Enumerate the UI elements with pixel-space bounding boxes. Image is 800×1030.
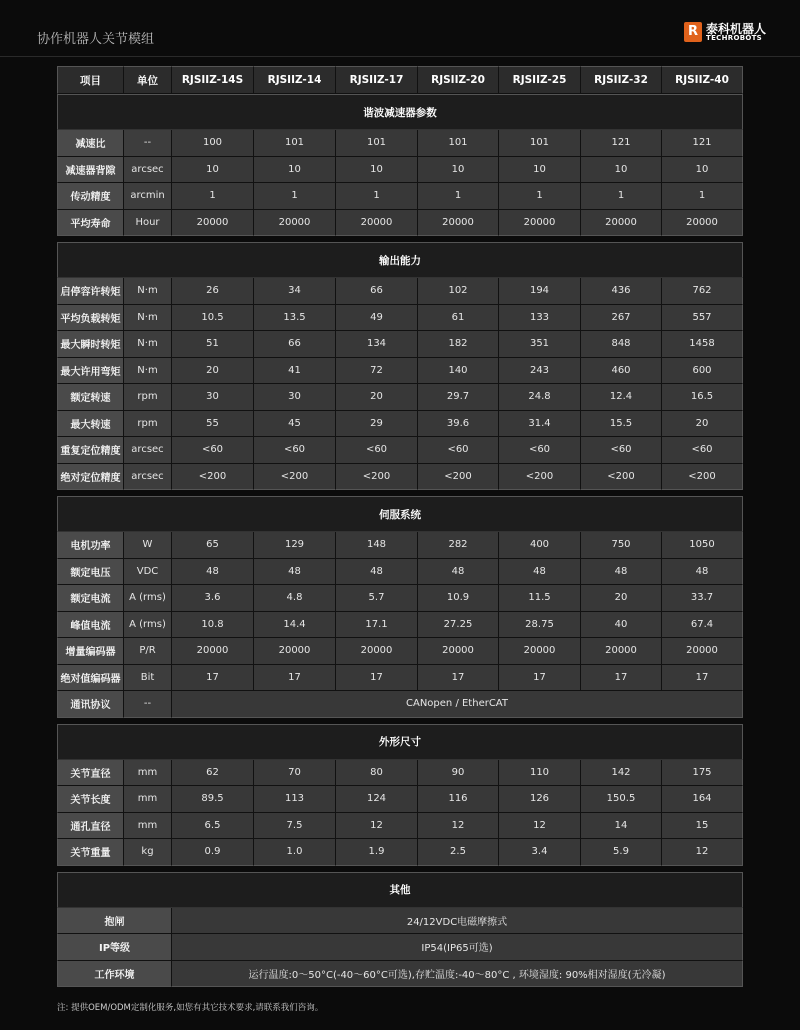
row-value: 48 xyxy=(336,559,418,586)
row-value: 17 xyxy=(172,665,254,692)
row-value-span: CANopen / EtherCAT xyxy=(172,691,743,718)
row-unit: Hour xyxy=(124,210,172,237)
table-row xyxy=(57,210,743,237)
row-value: 267 xyxy=(581,305,662,332)
row-label: 最大瞬时转矩 xyxy=(57,331,124,358)
row-value: 100 xyxy=(172,130,254,157)
row-unit: arcsec xyxy=(124,157,172,184)
row-value: 30 xyxy=(254,384,336,411)
row-value: 29.7 xyxy=(418,384,499,411)
row-value: <60 xyxy=(662,437,743,464)
table-row xyxy=(57,813,743,840)
row-value: 101 xyxy=(254,130,336,157)
row-value: <200 xyxy=(499,464,581,491)
row-value: 17 xyxy=(336,665,418,692)
row-value: 90 xyxy=(418,760,499,787)
row-unit: N·m xyxy=(124,305,172,332)
row-value: 17 xyxy=(254,665,336,692)
row-value: 10 xyxy=(254,157,336,184)
table-row xyxy=(57,638,743,665)
row-value: 72 xyxy=(336,358,418,385)
row-value: 20000 xyxy=(172,638,254,665)
row-value: <60 xyxy=(254,437,336,464)
row-value: 12 xyxy=(499,813,581,840)
row-value: 140 xyxy=(418,358,499,385)
row-value: 5.7 xyxy=(336,585,418,612)
row-value: 45 xyxy=(254,411,336,438)
row-value: 1050 xyxy=(662,532,743,559)
row-value: 12.4 xyxy=(581,384,662,411)
row-value: 110 xyxy=(499,760,581,787)
row-value: 7.5 xyxy=(254,813,336,840)
row-value: 11.5 xyxy=(499,585,581,612)
row-value: 1 xyxy=(662,183,743,210)
row-value: 20000 xyxy=(254,638,336,665)
row-value: 20000 xyxy=(662,210,743,237)
row-value: 13.5 xyxy=(254,305,336,332)
row-label: 平均负载转矩 xyxy=(57,305,124,332)
row-label: IP等级 xyxy=(57,934,172,961)
section-title: 外形尺寸 xyxy=(57,724,743,760)
table-row xyxy=(57,612,743,639)
row-value: 55 xyxy=(172,411,254,438)
row-value: 33.7 xyxy=(662,585,743,612)
table-row xyxy=(57,130,743,157)
row-value: 20 xyxy=(581,585,662,612)
row-value: 1 xyxy=(254,183,336,210)
table-row xyxy=(57,464,743,491)
table-row xyxy=(57,786,743,813)
row-value: <200 xyxy=(662,464,743,491)
row-value: 113 xyxy=(254,786,336,813)
row-value: 20 xyxy=(662,411,743,438)
row-value: 400 xyxy=(499,532,581,559)
row-value: 48 xyxy=(254,559,336,586)
row-value: 80 xyxy=(336,760,418,787)
row-value: 175 xyxy=(662,760,743,787)
row-value: 142 xyxy=(581,760,662,787)
column-header: RJSIIZ-20 xyxy=(418,66,499,94)
row-label: 最大许用弯矩 xyxy=(57,358,124,385)
table-row xyxy=(57,908,743,935)
column-header: RJSIIZ-14 xyxy=(254,66,336,94)
row-value: 121 xyxy=(662,130,743,157)
table-row xyxy=(57,839,743,866)
row-value: 20000 xyxy=(418,638,499,665)
section-title: 输出能力 xyxy=(57,242,743,278)
row-unit: arcsec xyxy=(124,437,172,464)
row-value: 17 xyxy=(499,665,581,692)
row-label: 最大转速 xyxy=(57,411,124,438)
row-value: 848 xyxy=(581,331,662,358)
row-value: 10 xyxy=(581,157,662,184)
row-value: 351 xyxy=(499,331,581,358)
row-value: 4.8 xyxy=(254,585,336,612)
row-value: 39.6 xyxy=(418,411,499,438)
row-value: 1 xyxy=(336,183,418,210)
row-value: 12 xyxy=(662,839,743,866)
row-value: 20000 xyxy=(499,638,581,665)
row-value: <200 xyxy=(254,464,336,491)
row-label: 额定转速 xyxy=(57,384,124,411)
section-title: 其他 xyxy=(57,872,743,908)
row-value: 17 xyxy=(662,665,743,692)
row-label: 平均寿命 xyxy=(57,210,124,237)
row-value: <60 xyxy=(336,437,418,464)
row-label: 关节长度 xyxy=(57,786,124,813)
table-row xyxy=(57,691,743,718)
row-value: 30 xyxy=(172,384,254,411)
row-value: 436 xyxy=(581,278,662,305)
row-label: 绝对定位精度 xyxy=(57,464,124,491)
row-label: 电机功率 xyxy=(57,532,124,559)
row-label: 启停容许转矩 xyxy=(57,278,124,305)
row-value: 1458 xyxy=(662,331,743,358)
table-row xyxy=(57,358,743,385)
row-unit: A (rms) xyxy=(124,612,172,639)
page-header xyxy=(0,0,800,57)
row-value: 34 xyxy=(254,278,336,305)
row-value: 0.9 xyxy=(172,839,254,866)
section-header-row xyxy=(57,94,743,130)
row-value: 66 xyxy=(254,331,336,358)
row-value: <60 xyxy=(418,437,499,464)
section-title: 谐波减速器参数 xyxy=(57,94,743,130)
table-row xyxy=(57,278,743,305)
row-value: 20000 xyxy=(172,210,254,237)
row-value: 126 xyxy=(499,786,581,813)
row-label: 通孔直径 xyxy=(57,813,124,840)
row-value: 10.8 xyxy=(172,612,254,639)
row-unit: N·m xyxy=(124,331,172,358)
row-value: 101 xyxy=(418,130,499,157)
row-value: 1.9 xyxy=(336,839,418,866)
row-value: 134 xyxy=(336,331,418,358)
row-value: 2.5 xyxy=(418,839,499,866)
row-value: 14 xyxy=(581,813,662,840)
row-value: 17.1 xyxy=(336,612,418,639)
row-value: 101 xyxy=(336,130,418,157)
row-value: 194 xyxy=(499,278,581,305)
row-value: 16.5 xyxy=(662,384,743,411)
row-value: 15 xyxy=(662,813,743,840)
row-value: 20000 xyxy=(418,210,499,237)
table-row xyxy=(57,305,743,332)
column-header: RJSIIZ-14S xyxy=(172,66,254,94)
row-label: 抱闸 xyxy=(57,908,172,935)
row-unit: mm xyxy=(124,813,172,840)
row-value: 12 xyxy=(418,813,499,840)
table-row xyxy=(57,331,743,358)
row-value: <200 xyxy=(172,464,254,491)
section-title: 伺服系统 xyxy=(57,496,743,532)
row-unit: rpm xyxy=(124,411,172,438)
row-value: 243 xyxy=(499,358,581,385)
row-value: <60 xyxy=(172,437,254,464)
row-value: 1 xyxy=(499,183,581,210)
row-value: 20000 xyxy=(254,210,336,237)
row-value: 750 xyxy=(581,532,662,559)
row-label: 重复定位精度 xyxy=(57,437,124,464)
row-value: 31.4 xyxy=(499,411,581,438)
row-value: 20000 xyxy=(336,638,418,665)
row-value: 15.5 xyxy=(581,411,662,438)
row-unit: A (rms) xyxy=(124,585,172,612)
row-value: 121 xyxy=(581,130,662,157)
row-value: 12 xyxy=(336,813,418,840)
table-row xyxy=(57,760,743,787)
row-value: 20 xyxy=(172,358,254,385)
table-row xyxy=(57,665,743,692)
row-value: 61 xyxy=(418,305,499,332)
table-row xyxy=(57,532,743,559)
table-row xyxy=(57,961,743,988)
row-value: 65 xyxy=(172,532,254,559)
column-header: RJSIIZ-32 xyxy=(581,66,662,94)
row-label: 额定电压 xyxy=(57,559,124,586)
row-value-wide: IP54(IP65可选) xyxy=(172,934,743,961)
table-row xyxy=(57,183,743,210)
row-value: 48 xyxy=(172,559,254,586)
row-value: 10 xyxy=(662,157,743,184)
table-row xyxy=(57,934,743,961)
row-unit: -- xyxy=(124,130,172,157)
row-value: 460 xyxy=(581,358,662,385)
row-unit: kg xyxy=(124,839,172,866)
row-label: 关节直径 xyxy=(57,760,124,787)
row-value: 17 xyxy=(581,665,662,692)
table-row xyxy=(57,157,743,184)
row-value: 10 xyxy=(336,157,418,184)
row-label: 关节重量 xyxy=(57,839,124,866)
row-value: 5.9 xyxy=(581,839,662,866)
row-value: 67.4 xyxy=(662,612,743,639)
row-label: 工作环境 xyxy=(57,961,172,988)
row-value: 20000 xyxy=(499,210,581,237)
column-header: RJSIIZ-40 xyxy=(662,66,743,94)
row-value: 133 xyxy=(499,305,581,332)
row-value: 1 xyxy=(581,183,662,210)
brand-subtitle: TECHROBOTS xyxy=(706,34,762,42)
table-row xyxy=(57,384,743,411)
row-value: <200 xyxy=(336,464,418,491)
row-value: 48 xyxy=(499,559,581,586)
row-value: 124 xyxy=(336,786,418,813)
row-value: 89.5 xyxy=(172,786,254,813)
row-value: 101 xyxy=(499,130,581,157)
row-label: 通讯协议 xyxy=(57,691,124,718)
row-value: 28.75 xyxy=(499,612,581,639)
table-header-row xyxy=(57,66,743,94)
row-label: 减速器背隙 xyxy=(57,157,124,184)
row-unit: arcmin xyxy=(124,183,172,210)
row-value: 6.5 xyxy=(172,813,254,840)
row-value: 24.8 xyxy=(499,384,581,411)
column-header: RJSIIZ-17 xyxy=(336,66,418,94)
row-value: 41 xyxy=(254,358,336,385)
row-value: 3.6 xyxy=(172,585,254,612)
footnote: 注: 提供OEM/ODM定制化服务,如您有其它技术要求,请联系我们咨询。 xyxy=(57,1003,324,1013)
row-value: 26 xyxy=(172,278,254,305)
row-unit: Bit xyxy=(124,665,172,692)
row-unit: rpm xyxy=(124,384,172,411)
row-value: <200 xyxy=(418,464,499,491)
row-label: 增量编码器 xyxy=(57,638,124,665)
column-header: 项目 xyxy=(57,66,124,94)
row-value: 70 xyxy=(254,760,336,787)
row-value: 116 xyxy=(418,786,499,813)
row-value: 10 xyxy=(172,157,254,184)
row-value: 762 xyxy=(662,278,743,305)
row-value-wide: 运行温度:0～50°C(-40～60°C可选),存贮温度:-40～80°C , 环境湿度: 90%相对湿度(无冷凝) xyxy=(172,961,743,988)
row-unit: mm xyxy=(124,760,172,787)
row-label: 峰值电流 xyxy=(57,612,124,639)
row-value: 48 xyxy=(418,559,499,586)
row-value: 14.4 xyxy=(254,612,336,639)
row-value: 3.4 xyxy=(499,839,581,866)
row-value: 20000 xyxy=(662,638,743,665)
row-value: 51 xyxy=(172,331,254,358)
row-value: <60 xyxy=(499,437,581,464)
row-value: 1 xyxy=(418,183,499,210)
row-value: 62 xyxy=(172,760,254,787)
row-value: 1 xyxy=(172,183,254,210)
row-value: 29 xyxy=(336,411,418,438)
row-value: 20000 xyxy=(581,210,662,237)
row-label: 额定电流 xyxy=(57,585,124,612)
page-title: 协作机器人关节模组 xyxy=(37,32,155,47)
section-header-row xyxy=(57,724,743,760)
row-unit: arcsec xyxy=(124,464,172,491)
row-value: 66 xyxy=(336,278,418,305)
row-value: 27.25 xyxy=(418,612,499,639)
section-header-row xyxy=(57,242,743,278)
row-value: 10.5 xyxy=(172,305,254,332)
row-value: 148 xyxy=(336,532,418,559)
brand-name: 泰科机器人 xyxy=(706,22,767,36)
row-value: 282 xyxy=(418,532,499,559)
column-header: RJSIIZ-25 xyxy=(499,66,581,94)
row-unit: -- xyxy=(124,691,172,718)
row-value: 150.5 xyxy=(581,786,662,813)
row-value: 600 xyxy=(662,358,743,385)
row-value: 557 xyxy=(662,305,743,332)
row-value: 49 xyxy=(336,305,418,332)
row-label: 减速比 xyxy=(57,130,124,157)
row-unit: mm xyxy=(124,786,172,813)
row-value: 20 xyxy=(336,384,418,411)
column-header: 单位 xyxy=(124,66,172,94)
row-value: <200 xyxy=(581,464,662,491)
row-value: <60 xyxy=(581,437,662,464)
table-row xyxy=(57,437,743,464)
row-value: 20000 xyxy=(336,210,418,237)
row-value-wide: 24/12VDC电磁摩擦式 xyxy=(172,908,743,935)
row-value: 17 xyxy=(418,665,499,692)
row-label: 传动精度 xyxy=(57,183,124,210)
table-row xyxy=(57,585,743,612)
row-value: 20000 xyxy=(581,638,662,665)
spec-table xyxy=(57,66,743,987)
row-unit: N·m xyxy=(124,358,172,385)
row-label: 绝对值编码器 xyxy=(57,665,124,692)
section-header-row xyxy=(57,496,743,532)
row-value: 182 xyxy=(418,331,499,358)
brand-mark-icon: R xyxy=(684,22,702,42)
row-value: 102 xyxy=(418,278,499,305)
row-unit: P/R xyxy=(124,638,172,665)
table-row xyxy=(57,411,743,438)
row-value: 164 xyxy=(662,786,743,813)
row-value: 129 xyxy=(254,532,336,559)
row-value: 10.9 xyxy=(418,585,499,612)
row-value: 48 xyxy=(662,559,743,586)
row-value: 10 xyxy=(418,157,499,184)
table-row xyxy=(57,559,743,586)
row-value: 40 xyxy=(581,612,662,639)
row-value: 10 xyxy=(499,157,581,184)
section-header-row xyxy=(57,872,743,908)
row-unit: W xyxy=(124,532,172,559)
row-value: 48 xyxy=(581,559,662,586)
row-value: 1.0 xyxy=(254,839,336,866)
row-unit: N·m xyxy=(124,278,172,305)
row-unit: VDC xyxy=(124,559,172,586)
